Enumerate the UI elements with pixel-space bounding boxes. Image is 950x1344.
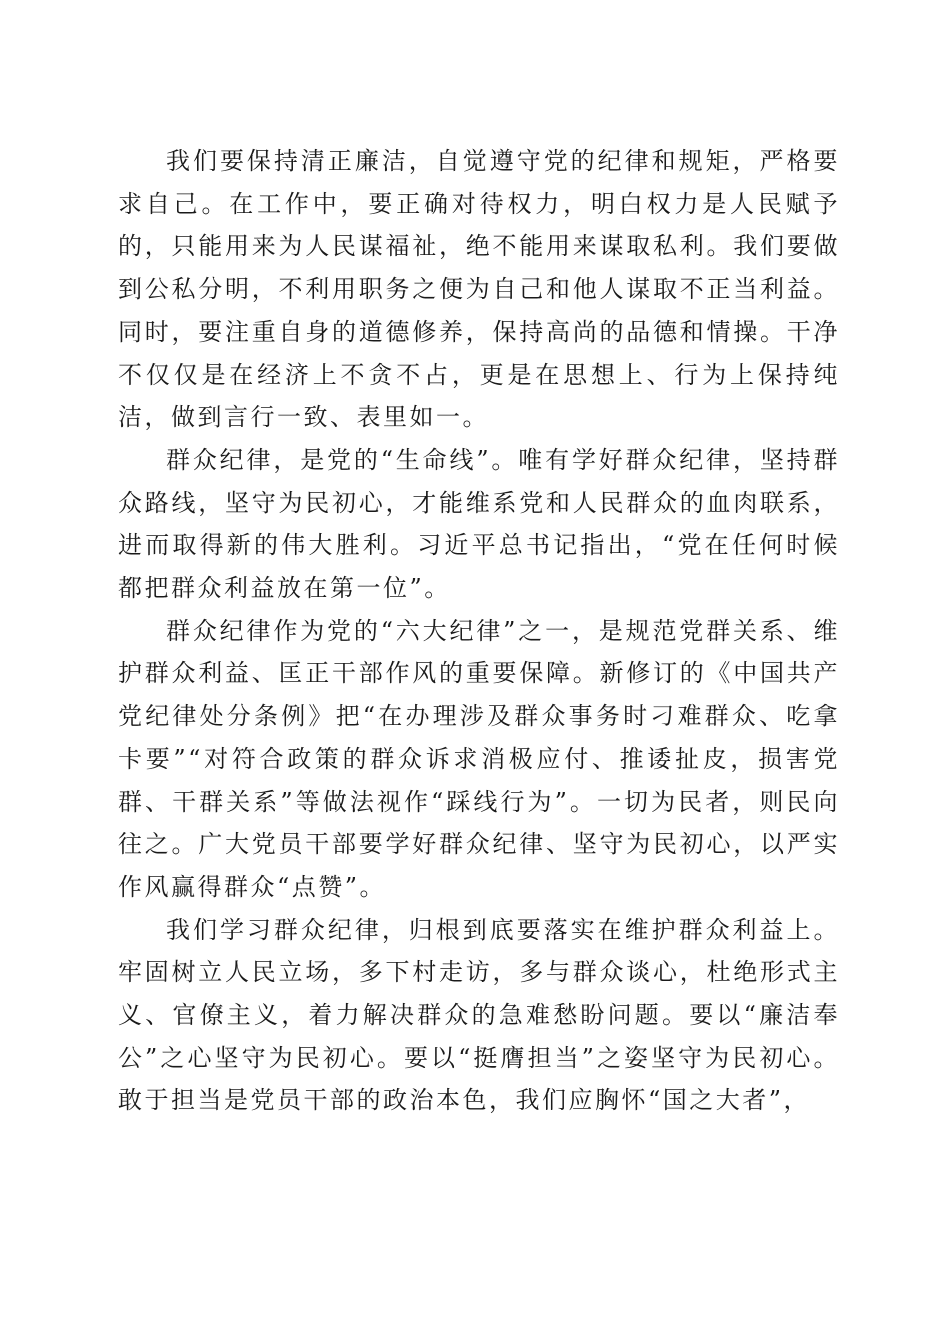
document-body (118, 140, 840, 1122)
paragraph-integrity: 我们要保持清正廉洁，自觉遵守党的纪律和规矩，严格要求自己。在工作中，要正确对待权力，明白权力是人民赋予的，只能用来为人民谋福祉，绝不能用来谋取私利。我们要做到公私分明，不利用职务之便为自己和他人谋取不正当利益。同时，要注重自身的道德修养，保持高尚的品德和情操。干净不仅仅是在经济上不贪不占，更是在思想上、行为上保持纯洁，做到言行一致、表里如一。 (118, 147, 840, 432)
paragraph-mass-discipline-lifeline: 群众纪律，是党的“生命线”。唯有学好群众纪律，坚持群众路线，坚守为民初心，才能维系党和人民群众的血肉联系，进而取得新的伟大胜利。习近平总书记指出，“党在任何时候都把群众利益放在第一位”。 (118, 445, 840, 603)
paragraph-six-disciplines: 群众纪律作为党的“六大纪律”之一，是规范党群关系、维护群众利益、匡正干部作风的重要保障。新修订的《中国共产党纪律处分条例》把“在办理涉及群众事务时刁难群众、吃拿卡要”“对符合政策的群众诉求消极应付、推诿扯皮，损害党群、干群关系”等做法视作“踩线行为”。一切为民者，则民向往之。广大党员干部要学好群众纪律、坚守为民初心，以严实作风赢得群众“点赞”。 (118, 616, 840, 901)
paragraph-protect-interests: 我们学习群众纪律，归根到底要落实在维护群众利益上。牢固树立人民立场，多下村走访，多与群众谈心，杜绝形式主义、官僚主义，着力解决群众的急难愁盼问题。要以“廉洁奉公”之心坚守为民初心。要以“挺膺担当”之姿坚守为民初心。敢于担当是党员干部的政治本色，我们应胸怀“国之大者”， (118, 915, 840, 1115)
